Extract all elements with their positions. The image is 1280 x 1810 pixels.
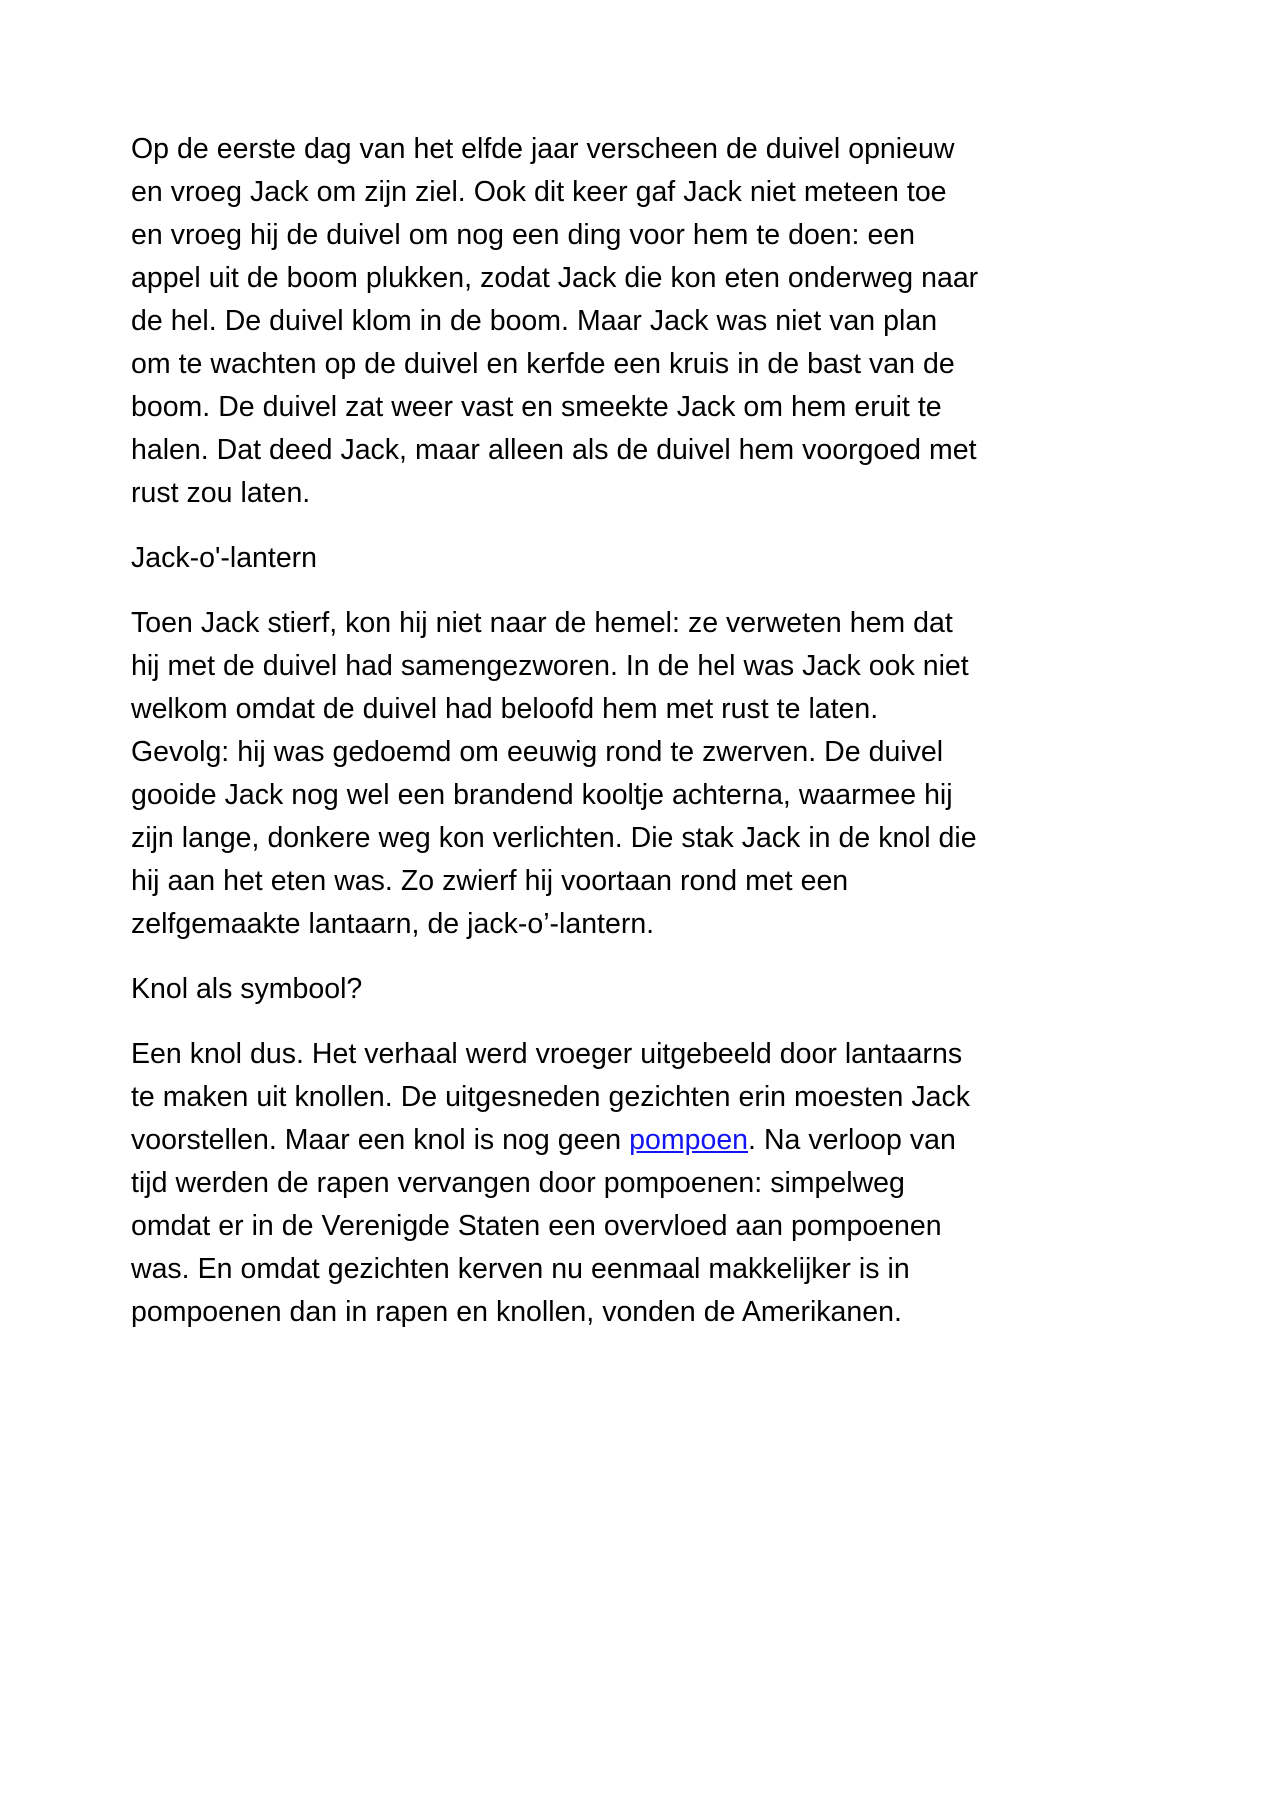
document-text-column	[131, 128, 979, 1356]
paragraph-turnip-symbol-text-before-link: Een knol dus. Het verhaal werd vroeger uitgebeeld door lantaarns te maken uit knollen. De uitgesneden gezichten erin moesten Jack voorstellen. Maar een knol is nog geen	[131, 1038, 970, 1156]
paragraph-deal-with-devil: Op de eerste dag van het elfde jaar verscheen de duivel opnieuw en vroeg Jack om zijn ziel. Ook dit keer gaf Jack niet meteen toe en vroeg hij de duivel om nog een ding voor hem te doen: een appel uit de boom plukken, zodat Jack die kon eten onderweg naar de hel. De duivel klom in de boom. Maar Jack was niet van plan om te wachten op de duivel en kerfde een kruis in de bast van de boom. De duivel zat weer vast en smeekte Jack om hem eruit te halen. Dat deed Jack, maar alleen als de duivel hem voorgoed met rust zou laten.	[131, 133, 979, 509]
paragraph-turnip-symbol-text-after-link: . Na verloop van tijd werden de rapen vervangen door pompoenen: simpelweg omdat er in de Verenigde Staten een overvloed aan pompoenen was. En omdat gezichten kerven nu eenmaal makkelijker is in pompoenen dan in rapen en knollen, vonden de Amerikanen.	[131, 1124, 956, 1328]
heading-jack-o-lantern: Jack-o'-lantern	[131, 542, 318, 574]
pompoen-link[interactable]: pompoen	[629, 1124, 749, 1156]
heading-knol-als-symbool: Knol als symbool?	[131, 973, 363, 1005]
paragraph-turnip-symbol	[131, 1033, 979, 1334]
paragraph-jack-o-lantern-origin: Toen Jack stierf, kon hij niet naar de hemel: ze verweten hem dat hij met de duivel had samengezworen. In de hel was Jack ook niet welkom omdat de duivel had beloofd hem met rust te laten. Gevolg: hij was gedoemd om eeuwig rond te zwerven. De duivel gooide Jack nog wel een brandend kooltje achterna, waarmee hij zijn lange, donkere weg kon verlichten. Die stak Jack in de knol die hij aan het eten was. Zo zwierf hij voortaan rond met een zelfgemaakte lantaarn, de jack-o’-lantern.	[131, 607, 977, 940]
